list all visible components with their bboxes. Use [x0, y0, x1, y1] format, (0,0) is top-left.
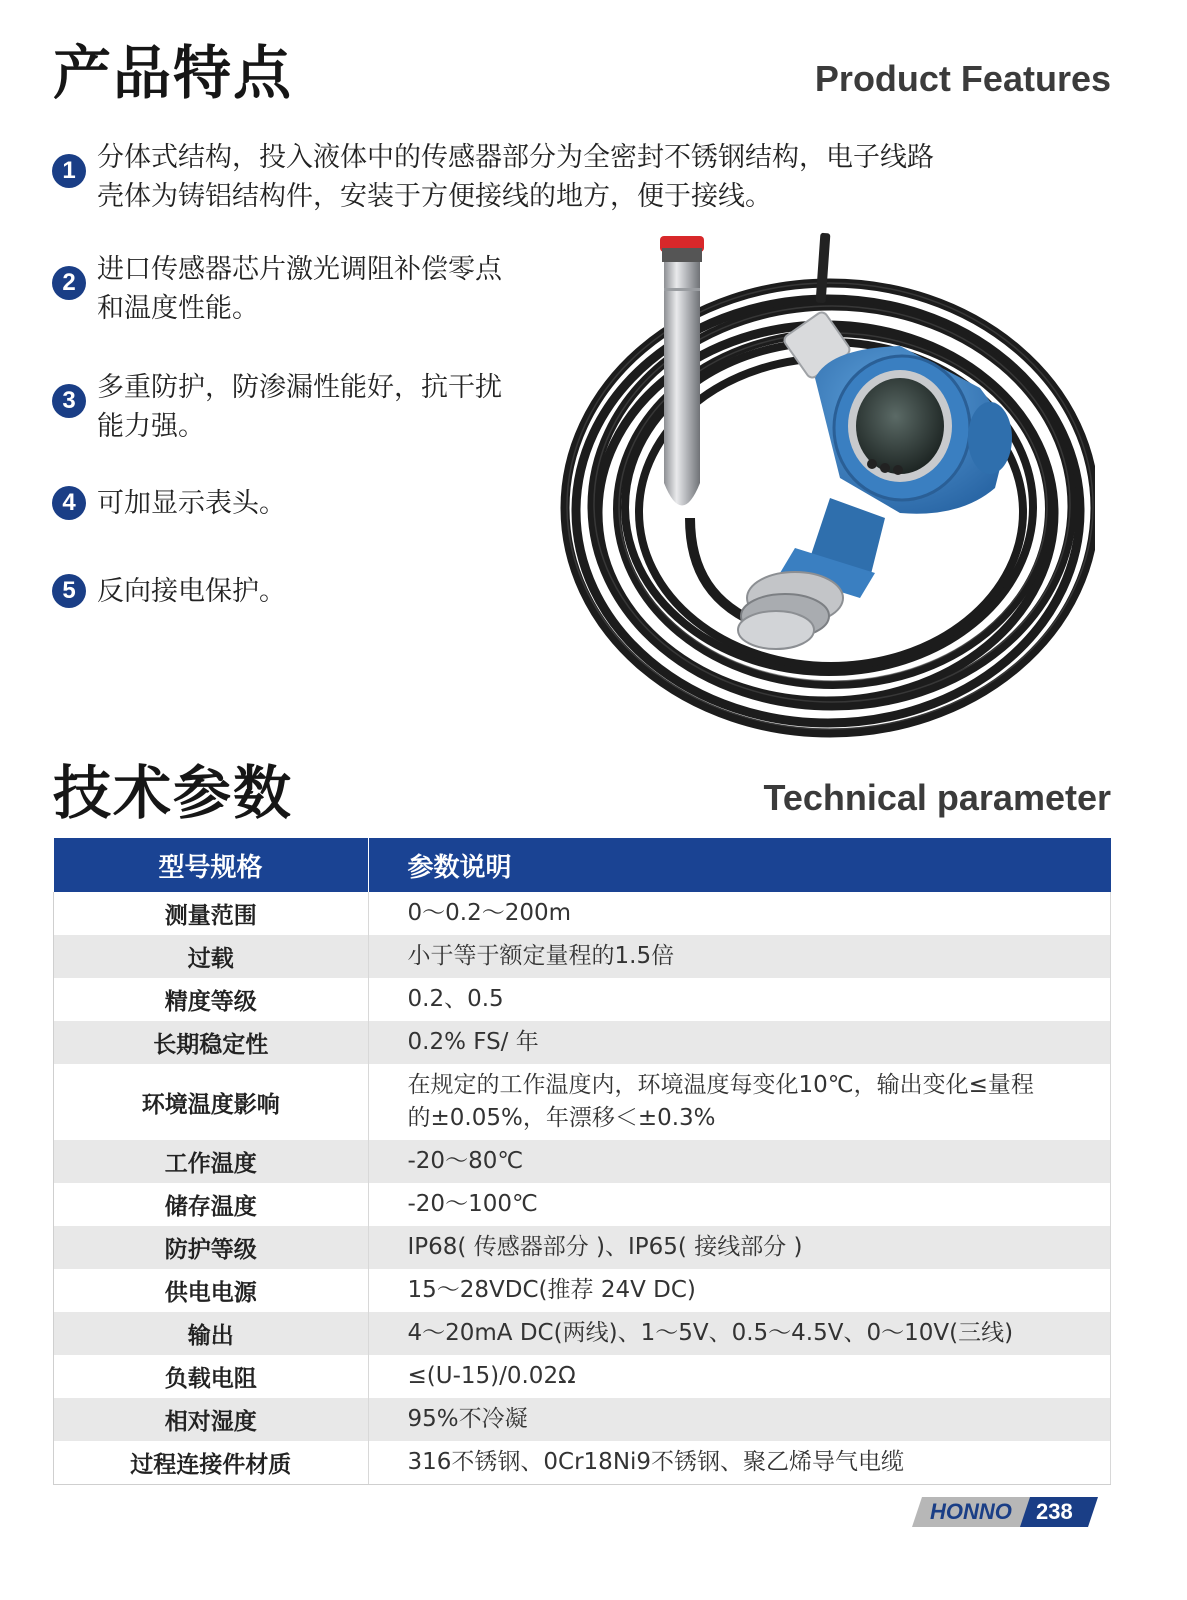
param-name: 供电电源 — [54, 1269, 369, 1312]
param-name: 相对湿度 — [54, 1398, 369, 1441]
table-row — [54, 1355, 1111, 1398]
header-spec: 型号规格 — [54, 838, 369, 892]
number-2-icon: 2 — [52, 266, 86, 300]
table-row — [54, 978, 1111, 1021]
param-name: 防护等级 — [54, 1226, 369, 1269]
table-row — [54, 892, 1111, 935]
param-name: 工作温度 — [54, 1140, 369, 1183]
feature-item-1 — [52, 138, 934, 216]
number-1-icon: 1 — [52, 154, 86, 188]
parameter-table — [53, 838, 1111, 1485]
table-row — [54, 1183, 1111, 1226]
number-5-icon: 5 — [52, 574, 86, 608]
feature-text: 分体式结构，投入液体中的传感器部分为全密封不锈钢结构，电子线路 壳体为铸铝结构件，安装于方便接线的地方，便于接线。 — [97, 142, 934, 212]
table-row — [54, 1441, 1111, 1485]
table-row — [54, 935, 1111, 978]
param-name: 测量范围 — [54, 892, 369, 935]
param-value: 在规定的工作温度内，环境温度每变化10℃，输出变化≤量程 的±0.05%，年漂移＜±0.3% — [368, 1064, 1111, 1140]
table-row — [54, 1269, 1111, 1312]
param-value: 15～28VDC(推荐 24V DC) — [368, 1269, 1111, 1312]
table-header-row — [54, 838, 1111, 892]
feature-text: 可加显示表头。 — [97, 488, 286, 519]
param-name: 环境温度影响 — [54, 1064, 369, 1140]
feature-text: 反向接电保护。 — [97, 576, 286, 607]
param-name: 长期稳定性 — [54, 1021, 369, 1064]
product-photo — [540, 228, 1095, 748]
param-name: 精度等级 — [54, 978, 369, 1021]
param-value: -20～80℃ — [368, 1140, 1111, 1183]
param-name: 负载电阻 — [54, 1355, 369, 1398]
param-value: 316不锈钢、0Cr18Ni9不锈钢、聚乙烯导气电缆 — [368, 1441, 1111, 1485]
table-row — [54, 1312, 1111, 1355]
param-value: IP68( 传感器部分 )、IP65( 接线部分 ) — [368, 1226, 1111, 1269]
table-row — [54, 1064, 1111, 1140]
table-row — [54, 1021, 1111, 1064]
features-title-en: Product Features — [814, 58, 1111, 99]
param-value: 小于等于额定量程的1.5倍 — [368, 935, 1111, 978]
feature-text: 多重防护，防渗漏性能好，抗干扰 能力强。 — [97, 372, 502, 442]
param-name: 过载 — [54, 935, 369, 978]
features-title-cn: 产品特点 — [53, 39, 294, 107]
number-3-icon: 3 — [52, 384, 86, 418]
number-4-icon: 4 — [52, 486, 86, 520]
feature-item-4 — [52, 484, 286, 523]
param-name: 储存温度 — [54, 1183, 369, 1226]
param-value: ≤(U-15)/0.02Ω — [368, 1355, 1111, 1398]
params-title-cn: 技术参数 — [53, 759, 294, 827]
feature-text: 进口传感器芯片激光调阻补偿零点 和温度性能。 — [97, 254, 502, 324]
table-row — [54, 1226, 1111, 1269]
param-name: 过程连接件材质 — [54, 1441, 369, 1485]
footer-brand-tag — [912, 1497, 1098, 1527]
page-number: 238 — [1036, 1499, 1073, 1524]
param-value: 0.2、0.5 — [368, 978, 1111, 1021]
header-desc: 参数说明 — [368, 838, 1111, 892]
param-value: -20～100℃ — [368, 1183, 1111, 1226]
params-title-en: Technical parameter — [763, 777, 1111, 818]
param-name: 输出 — [54, 1312, 369, 1355]
param-value: 95%不冷凝 — [368, 1398, 1111, 1441]
param-value: 0.2% FS/ 年 — [368, 1021, 1111, 1064]
feature-item-3 — [52, 368, 502, 446]
table-row — [54, 1398, 1111, 1441]
brand-name: HONNO — [930, 1499, 1012, 1524]
param-value: 0～0.2～200m — [368, 892, 1111, 935]
table-row — [54, 1140, 1111, 1183]
feature-item-5 — [52, 572, 286, 611]
param-value: 4～20mA DC(两线)、1～5V、0.5～4.5V、0～10V(三线) — [368, 1312, 1111, 1355]
feature-item-2 — [52, 250, 502, 328]
